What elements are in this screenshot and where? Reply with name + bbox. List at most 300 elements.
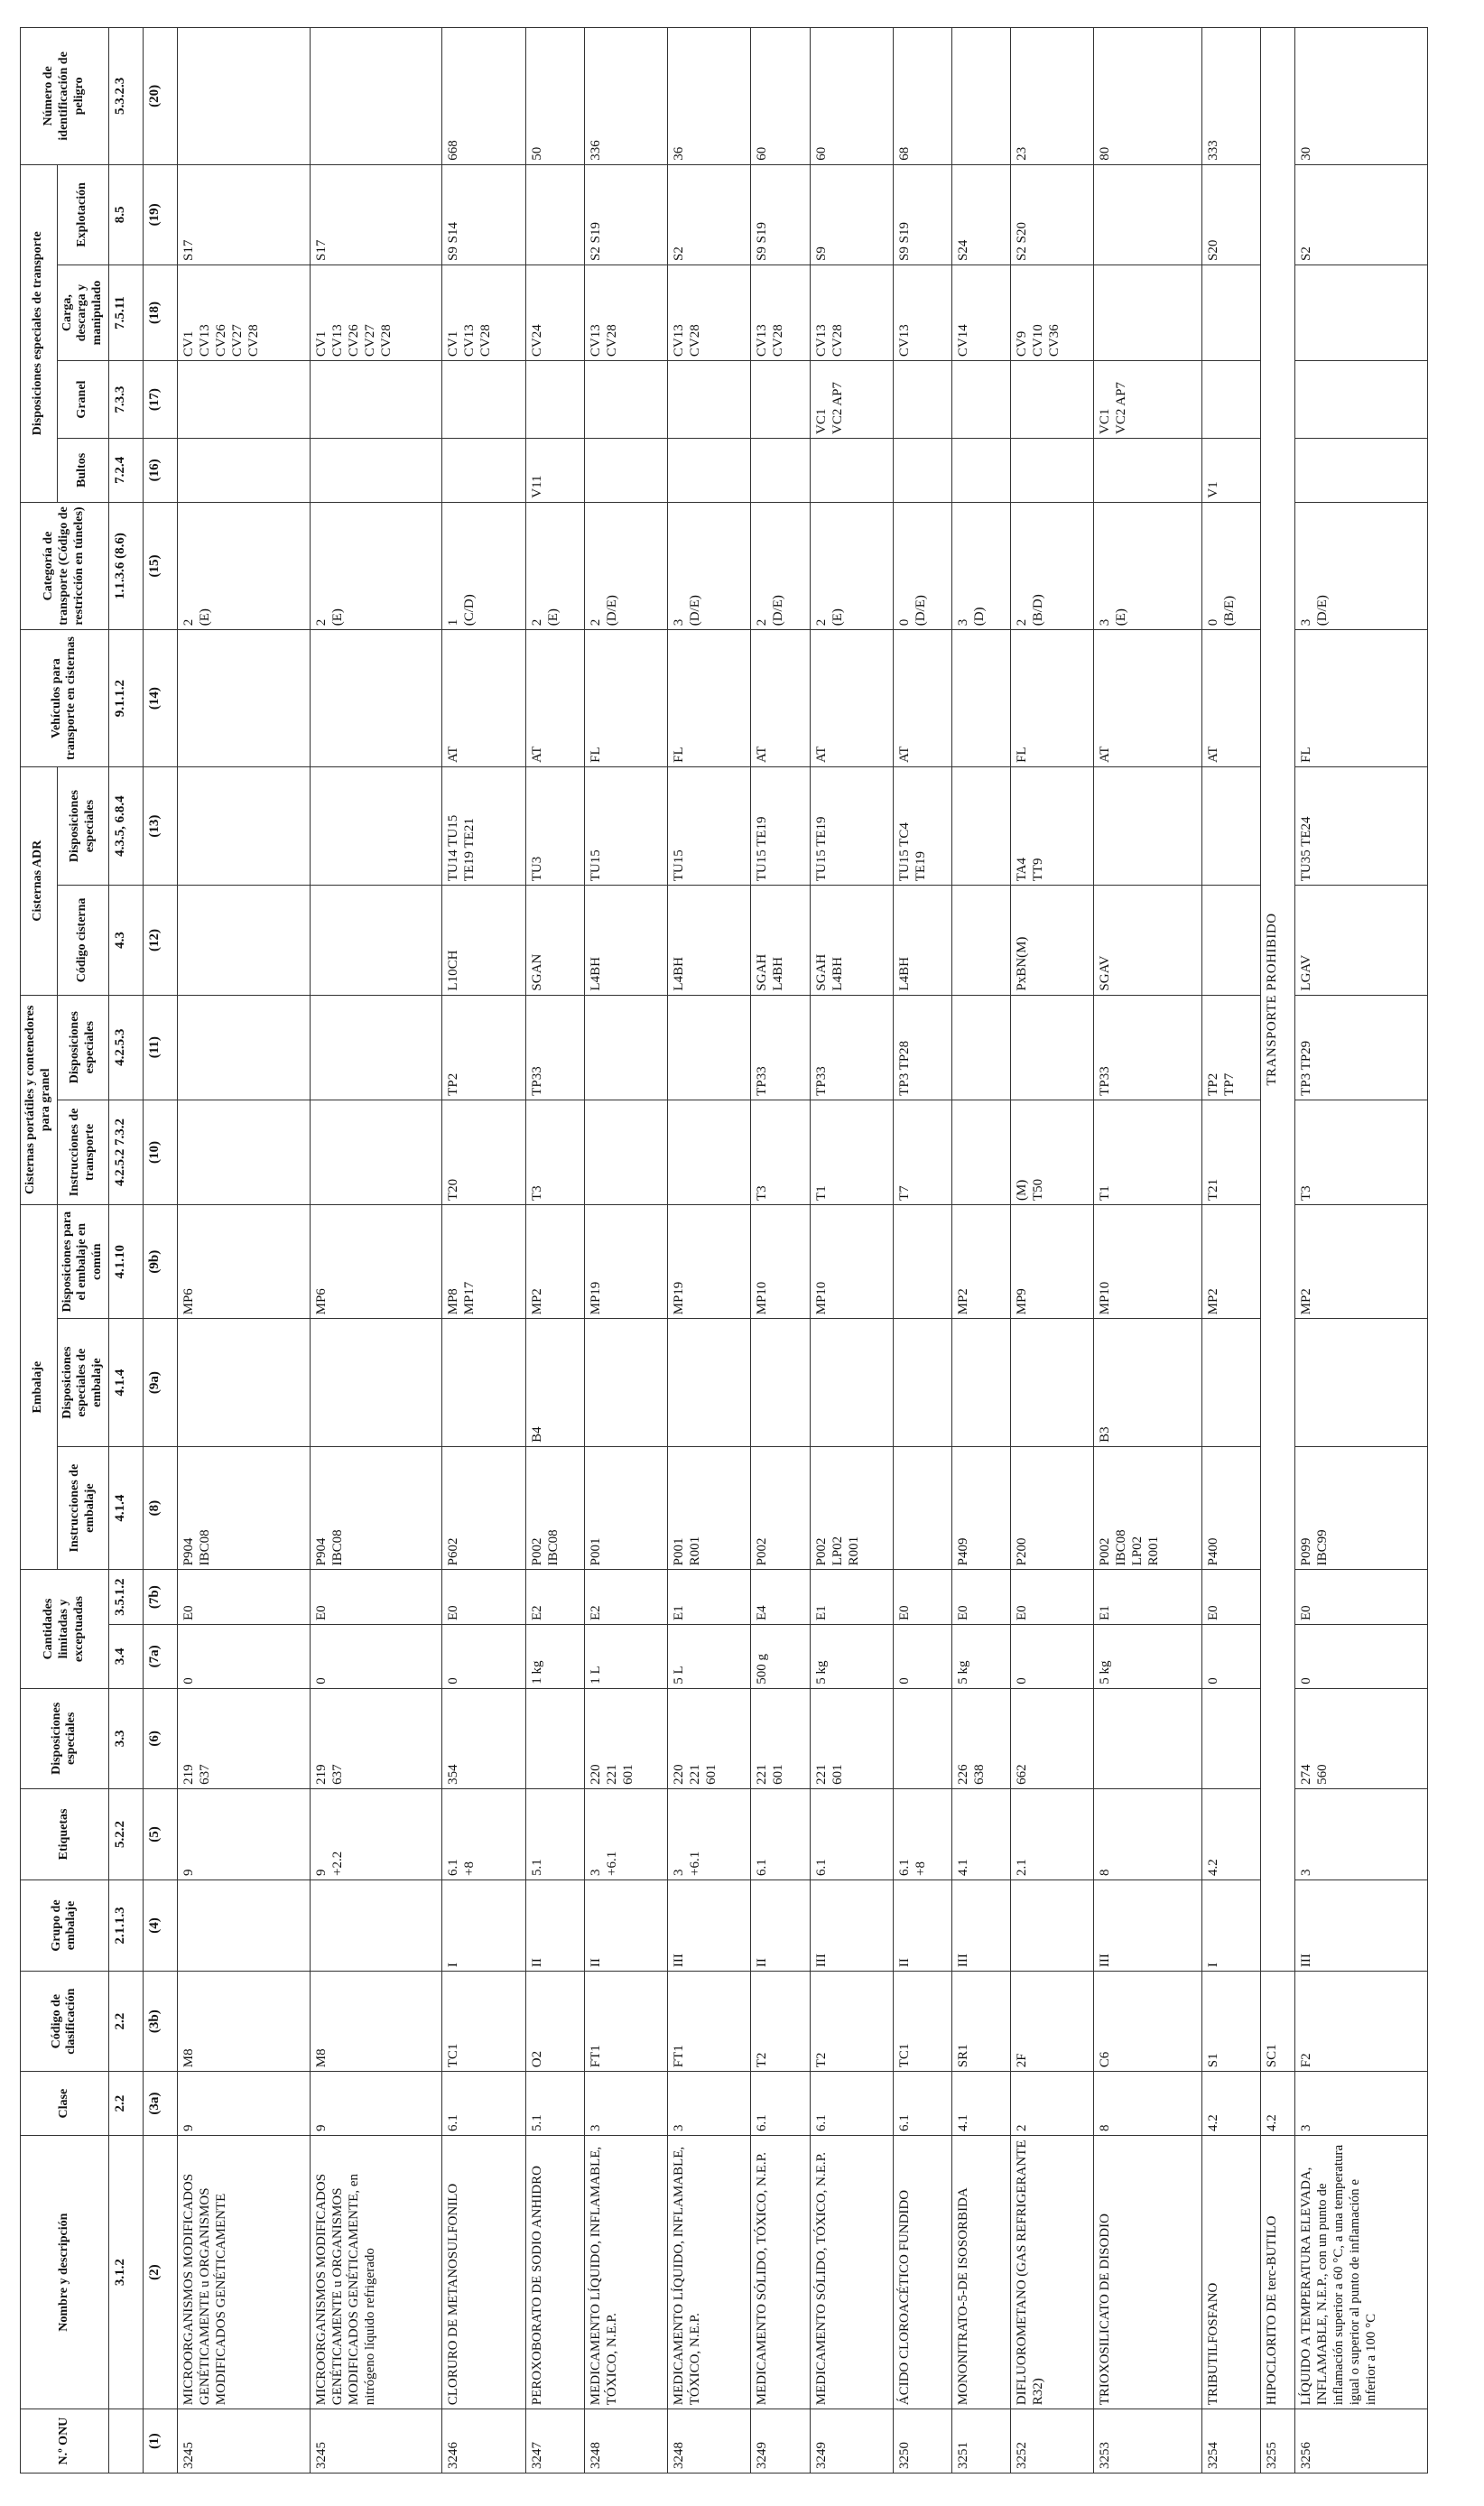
colnum-cell: (1) — [143, 2409, 177, 2474]
colnum-cell: (20) — [143, 28, 177, 165]
header-name: Nombre y descripción — [21, 2136, 109, 2409]
table-row — [584, 28, 667, 2474]
table-cell: P002 LP02 R001 — [810, 1446, 893, 1569]
table-cell: TU15 TC4 TE19 — [893, 766, 951, 885]
table-cell — [1011, 1880, 1094, 1972]
header-bultos: Bultos — [57, 439, 108, 503]
table-cell: 3 — [668, 2072, 751, 2136]
table-cell: 80 — [1094, 28, 1202, 165]
colnum-cell: (7a) — [143, 1624, 177, 1688]
table-cell: T2 — [810, 1972, 893, 2072]
table-cell: TA4 TT9 — [1011, 766, 1094, 885]
table-cell: TP33 — [525, 995, 584, 1100]
table-cell: AT — [893, 630, 951, 767]
table-cell: III — [952, 1880, 1011, 1972]
table-cell: E2 — [525, 1570, 584, 1625]
ref-cell: 4.3.5, 6.8.4 — [108, 766, 143, 885]
table-cell: TU15 — [584, 766, 667, 885]
header-pt-instructions: Instrucciones de transporte — [57, 1100, 108, 1204]
table-cell: 23 — [1011, 28, 1094, 165]
table-cell: M8 — [310, 1972, 442, 2072]
table-cell: S2 S19 — [584, 164, 667, 265]
table-cell: TU15 — [668, 766, 751, 885]
table-cell: T20 — [442, 1100, 525, 1204]
table-cell — [1011, 995, 1094, 1100]
table-cell: S9 S19 — [751, 164, 810, 265]
table-cell: 0 — [1294, 1624, 1427, 1688]
table-cell: MP2 — [525, 1205, 584, 1319]
table-cell: 3 — [1294, 2072, 1427, 2136]
table-cell: TP3 TP29 — [1294, 995, 1427, 1100]
table-cell — [1094, 164, 1202, 265]
table-cell: 0 — [1011, 1624, 1094, 1688]
header-class-code: Código de clasificación — [21, 1972, 109, 2072]
table-cell: 6.1 — [893, 2072, 951, 2136]
table-cell — [584, 1100, 667, 1204]
table-cell — [1011, 439, 1094, 503]
table-cell: I — [442, 1880, 525, 1972]
table-cell: MP8 MP17 — [442, 1205, 525, 1319]
table-cell: 30 — [1294, 28, 1427, 165]
table-cell: LGAV — [1294, 886, 1427, 995]
table-body — [108, 28, 1427, 2474]
table-cell: CV13 — [893, 265, 951, 360]
table-cell: C6 — [1094, 1972, 1202, 2072]
table-cell: 68 — [893, 28, 951, 165]
table-cell — [177, 361, 310, 439]
ref-cell: 4.3 — [108, 886, 143, 995]
table-cell: T2 — [751, 1972, 810, 2072]
header-tank-code: Código cisterna — [57, 886, 108, 995]
table-cell: AT — [1094, 630, 1202, 767]
ref-cell: 4.2.5.3 — [108, 995, 143, 1100]
ref-cell: 5.2.2 — [108, 1788, 143, 1880]
table-cell — [1294, 265, 1427, 360]
colnum-cell: (9b) — [143, 1205, 177, 1319]
table-cell: TC1 — [893, 1972, 951, 2072]
table-cell: 3249 — [810, 2409, 893, 2474]
table-row — [1261, 28, 1295, 2474]
colnum-cell: (3a) — [143, 2072, 177, 2136]
table-cell: 2 (E) — [525, 502, 584, 630]
table-cell: P409 — [952, 1446, 1011, 1569]
table-cell: O2 — [525, 1972, 584, 2072]
table-cell: FL — [668, 630, 751, 767]
table-cell: (M) T50 — [1011, 1100, 1094, 1204]
table-cell: AT — [751, 630, 810, 767]
table-cell: 4.1 — [952, 2072, 1011, 2136]
table-cell: MP2 — [952, 1205, 1011, 1319]
table-cell: FL — [1011, 630, 1094, 767]
colnum-cell: (3b) — [143, 1972, 177, 2072]
table-cell: 3 (D/E) — [1294, 502, 1427, 630]
table-cell — [1294, 361, 1427, 439]
table-cell: P602 — [442, 1446, 525, 1569]
table-cell: 3245 — [177, 2409, 310, 2474]
table-cell — [668, 361, 751, 439]
table-cell: 219 637 — [310, 1688, 442, 1788]
ref-cell: 2.2 — [108, 2072, 143, 2136]
ref-cell — [108, 2409, 143, 2474]
table-row — [893, 28, 951, 2474]
header-un-no: N.º ONU — [21, 2409, 109, 2474]
table-cell: E0 — [177, 1570, 310, 1625]
table-cell — [1202, 886, 1261, 995]
table-cell: TU3 — [525, 766, 584, 885]
table-cell: TRIBUTILFOSFANO — [1202, 2136, 1261, 2409]
table-cell: MP9 — [1011, 1205, 1094, 1319]
table-cell: II — [584, 1880, 667, 1972]
table-cell: 2 — [1011, 2072, 1094, 2136]
table-cell: 0 — [893, 1624, 951, 1688]
table-cell: MICROORGANISMOS MODIFICADOS GENÉTICAMENTE u ORGANISMOS MODIFICADOS GENÉTICAMENTE — [177, 2136, 310, 2409]
ref-cell: 9.1.1.2 — [108, 630, 143, 767]
table-cell — [310, 439, 442, 503]
header-mixed-packing: Disposiciones para el embalaje en común — [57, 1205, 108, 1319]
table-cell: L4BH — [584, 886, 667, 995]
header-transport-category: Categoría de transporte (Código de restricción en túneles) — [21, 502, 109, 630]
table-cell: 5 L — [668, 1624, 751, 1688]
table-cell: L4BH — [668, 886, 751, 995]
ref-cell: 7.2.4 — [108, 439, 143, 503]
header-hazard-id: Número de identificación de peligro — [21, 28, 109, 165]
table-cell: S2 — [668, 164, 751, 265]
table-cell: CLORURO DE METANOSULFONILO — [442, 2136, 525, 2409]
table-cell: E0 — [1011, 1570, 1094, 1625]
table-cell: P002 — [751, 1446, 810, 1569]
table-cell: 0 — [442, 1624, 525, 1688]
table-cell: TP33 — [1094, 995, 1202, 1100]
table-cell: VC1 VC2 AP7 — [1094, 361, 1202, 439]
table-cell: E1 — [810, 1570, 893, 1625]
table-cell — [893, 1446, 951, 1569]
ref-cell: 4.2.5.2 7.3.2 — [108, 1100, 143, 1204]
table-cell: TC1 — [442, 1972, 525, 2072]
header-packing-instructions: Instrucciones de embalaje — [57, 1446, 108, 1569]
table-cell — [310, 1100, 442, 1204]
table-cell: 4.2 — [1261, 2072, 1295, 2136]
table-cell: 3 +6.1 — [668, 1788, 751, 1880]
table-cell — [1202, 1319, 1261, 1447]
colnum-cell: (10) — [143, 1100, 177, 1204]
table-cell: CV13 CV28 — [751, 265, 810, 360]
table-row — [751, 28, 810, 2474]
table-cell: P002 IBC08 — [525, 1446, 584, 1569]
table-cell: FT1 — [668, 1972, 751, 2072]
table-cell: 336 — [584, 28, 667, 165]
table-cell: 5.1 — [525, 2072, 584, 2136]
table-cell: L10CH — [442, 886, 525, 995]
ref-cell: 5.3.2.3 — [108, 28, 143, 165]
table-cell — [525, 361, 584, 439]
table-cell: III — [1094, 1880, 1202, 1972]
table-cell: 0 — [1202, 1624, 1261, 1688]
table-row — [1094, 28, 1202, 2474]
colnum-cell: (11) — [143, 995, 177, 1100]
table-cell: 3245 — [310, 2409, 442, 2474]
table-cell — [310, 1880, 442, 1972]
colnum-cell: (2) — [143, 2136, 177, 2409]
header-row-1 — [21, 28, 58, 2474]
table-cell: 274 560 — [1294, 1688, 1427, 1788]
table-cell: 60 — [751, 28, 810, 165]
table-cell: AT — [442, 630, 525, 767]
table-cell — [952, 439, 1011, 503]
table-cell: TU15 TE19 — [751, 766, 810, 885]
table-cell: V11 — [525, 439, 584, 503]
table-cell: SGAV — [1094, 886, 1202, 995]
table-cell — [668, 995, 751, 1100]
table-cell: CV24 — [525, 265, 584, 360]
ref-cell: 4.1.4 — [108, 1446, 143, 1569]
table-cell — [177, 1880, 310, 1972]
table-cell: 3246 — [442, 2409, 525, 2474]
table-cell: 6.1 — [810, 1788, 893, 1880]
table-cell — [525, 1688, 584, 1788]
table-cell — [810, 1319, 893, 1447]
table-cell: TP33 — [810, 995, 893, 1100]
table-cell — [751, 1319, 810, 1447]
ref-cell: 4.1.4 — [108, 1319, 143, 1447]
ref-cell: 8.5 — [108, 164, 143, 265]
table-cell — [1294, 439, 1427, 503]
table-cell: B4 — [525, 1319, 584, 1447]
table-cell: 3 (E) — [1094, 502, 1202, 630]
table-cell: 3252 — [1011, 2409, 1094, 2474]
table-cell: 4.2 — [1202, 1788, 1261, 1880]
table-cell — [952, 1319, 1011, 1447]
table-cell — [1094, 265, 1202, 360]
table-cell — [952, 1100, 1011, 1204]
table-cell: 60 — [810, 28, 893, 165]
table-cell: 3 (D) — [952, 502, 1011, 630]
table-cell — [310, 361, 442, 439]
table-row — [668, 28, 751, 2474]
adr-dangerous-goods-table — [20, 27, 1428, 2474]
table-cell: MP2 — [1202, 1205, 1261, 1319]
table-row — [1294, 28, 1427, 2474]
table-cell: MP10 — [1094, 1205, 1202, 1319]
table-cell: 3250 — [893, 2409, 951, 2474]
table-cell: M8 — [177, 1972, 310, 2072]
table-cell: 1 (C/D) — [442, 502, 525, 630]
header-special-packing: Disposiciones especiales de embalaje — [57, 1319, 108, 1447]
table-cell — [668, 1100, 751, 1204]
table-cell: 0 (D/E) — [893, 502, 951, 630]
colnum-cell: (16) — [143, 439, 177, 503]
table-row — [310, 28, 442, 2474]
table-cell: MP10 — [751, 1205, 810, 1319]
table-cell — [1202, 361, 1261, 439]
table-cell: S20 — [1202, 164, 1261, 265]
table-cell — [1094, 439, 1202, 503]
table-cell: MICROORGANISMOS MODIFICADOS GENÉTICAMENTE u ORGANISMOS MODIFICADOS GENÉTICAMENTE, en nitrógeno líquido refrigerado — [310, 2136, 442, 2409]
colnum-cell: (12) — [143, 886, 177, 995]
table-cell: PEROXOBORATO DE SODIO ANHIDRO — [525, 2136, 584, 2409]
table-cell: 8 — [1094, 2072, 1202, 2136]
table-row — [525, 28, 584, 2474]
table-cell: 668 — [442, 28, 525, 165]
ref-cell: 2.1.1.3 — [108, 1880, 143, 1972]
header-pt-special: Disposiciones especiales — [57, 995, 108, 1100]
table-cell: P001 — [584, 1446, 667, 1569]
table-cell — [525, 164, 584, 265]
table-cell: 3251 — [952, 2409, 1011, 2474]
table-cell: 0 — [177, 1624, 310, 1688]
table-cell: 9 — [177, 2072, 310, 2136]
table-cell: CV1 CV13 CV26 CV27 CV28 — [177, 265, 310, 360]
table-cell: 219 637 — [177, 1688, 310, 1788]
table-cell: S17 — [310, 164, 442, 265]
table-cell: E0 — [952, 1570, 1011, 1625]
ref-cell: 2.2 — [108, 1972, 143, 2072]
table-cell: 2 (D/E) — [584, 502, 667, 630]
table-cell: E2 — [584, 1570, 667, 1625]
table-cell — [952, 995, 1011, 1100]
table-cell: CV13 CV28 — [584, 265, 667, 360]
table-cell — [177, 439, 310, 503]
table-cell: 3255 — [1261, 2409, 1295, 2474]
header-explotacion: Explotación — [57, 164, 108, 265]
table-cell — [893, 1688, 951, 1788]
table-cell — [177, 766, 310, 885]
table-cell: FL — [584, 630, 667, 767]
colnum-cell: (5) — [143, 1788, 177, 1880]
table-cell: 2 (D/E) — [751, 502, 810, 630]
table-cell: SC1 — [1261, 1972, 1295, 2072]
table-cell: MP19 — [668, 1205, 751, 1319]
table-cell: CV1 CV13 CV26 CV27 CV28 — [310, 265, 442, 360]
table-cell — [310, 766, 442, 885]
table-cell — [310, 995, 442, 1100]
table-cell: P002 IBC08 LP02 R001 — [1094, 1446, 1202, 1569]
ref-cell: 7.5.11 — [108, 265, 143, 360]
table-cell: 220 221 601 — [584, 1688, 667, 1788]
colnum-cell: (6) — [143, 1688, 177, 1788]
table-cell: P099 IBC99 — [1294, 1446, 1427, 1569]
header-limited-quantities: Cantidades limitadas y exceptuadas — [21, 1570, 109, 1688]
table-cell — [584, 361, 667, 439]
table-cell: 1 L — [584, 1624, 667, 1688]
table-cell: TU14 TU15 TE19 TE21 — [442, 766, 525, 885]
table-cell: E0 — [893, 1570, 951, 1625]
colnum-cell: (15) — [143, 502, 177, 630]
table-cell: T1 — [810, 1100, 893, 1204]
table-cell: 3256 — [1294, 2409, 1427, 2474]
table-cell: HIPOCLORITO DE terc-BUTILO — [1261, 2136, 1295, 2409]
table-cell: VC1 VC2 AP7 — [810, 361, 893, 439]
table-cell: L4BH — [893, 886, 951, 995]
table-cell — [668, 439, 751, 503]
colnum-cell: (17) — [143, 361, 177, 439]
table-cell: CV13 CV28 — [810, 265, 893, 360]
table-cell: T3 — [751, 1100, 810, 1204]
table-cell: MP6 — [177, 1205, 310, 1319]
table-cell — [1011, 1319, 1094, 1447]
table-cell: 0 (B/E) — [1202, 502, 1261, 630]
header-carga: Carga, descarga y manipulado — [57, 265, 108, 360]
table-cell — [177, 995, 310, 1100]
table-cell: S2 S20 — [1011, 164, 1094, 265]
table-cell: 3247 — [525, 2409, 584, 2474]
table-cell — [751, 361, 810, 439]
table-row — [810, 28, 893, 2474]
table-cell: TP33 — [751, 995, 810, 1100]
colnum-cell: (13) — [143, 766, 177, 885]
table-cell — [177, 1100, 310, 1204]
table-cell: 50 — [525, 28, 584, 165]
colnum-cell: (9a) — [143, 1319, 177, 1447]
table-cell: 3253 — [1094, 2409, 1202, 2474]
table-cell: MEDICAMENTO LÍQUIDO, INFLAMABLE, TÓXICO, N.E.P. — [584, 2136, 667, 2409]
table-cell — [751, 439, 810, 503]
table-cell: S17 — [177, 164, 310, 265]
table-cell — [442, 439, 525, 503]
table-cell: 3 (D/E) — [668, 502, 751, 630]
table-cell — [1202, 1688, 1261, 1788]
table-cell: V1 — [1202, 439, 1261, 503]
header-labels: Etiquetas — [21, 1788, 109, 1880]
table-cell: 3 — [1294, 1788, 1427, 1880]
colnum-cell: (19) — [143, 164, 177, 265]
table-cell — [177, 630, 310, 767]
table-cell: 3248 — [668, 2409, 751, 2474]
table-cell: 5 kg — [1094, 1624, 1202, 1688]
table-cell: 6.1 — [751, 1788, 810, 1880]
table-cell: S9 S14 — [442, 164, 525, 265]
table-cell: 5 kg — [810, 1624, 893, 1688]
table-cell — [177, 28, 310, 165]
table-cell: 3248 — [584, 2409, 667, 2474]
table-cell: CV13 CV28 — [668, 265, 751, 360]
table-cell: MP2 — [1294, 1205, 1427, 1319]
table-cell: MEDICAMENTO LÍQUIDO, INFLAMABLE, TÓXICO, N.E.P. — [668, 2136, 751, 2409]
colnum-cell: (4) — [143, 1880, 177, 1972]
table-cell: P200 — [1011, 1446, 1094, 1569]
table-cell: 4.1 — [952, 1788, 1011, 1880]
table-cell: P001 R001 — [668, 1446, 751, 1569]
table-cell — [1202, 265, 1261, 360]
table-cell: 6.1 +8 — [893, 1788, 951, 1880]
table-cell: SGAH L4BH — [810, 886, 893, 995]
table-cell — [952, 886, 1011, 995]
table-cell: S9 — [810, 164, 893, 265]
table-cell — [584, 439, 667, 503]
ref-cell: 1.1.3.6 (8.6) — [108, 502, 143, 630]
table-cell — [893, 361, 951, 439]
table-cell: B3 — [1094, 1319, 1202, 1447]
table-cell: 2 (E) — [310, 502, 442, 630]
table-cell: TP3 TP28 — [893, 995, 951, 1100]
table-cell: 3249 — [751, 2409, 810, 2474]
table-cell — [442, 1319, 525, 1447]
ref-cell: 3.1.2 — [108, 2136, 143, 2409]
table-cell — [1011, 361, 1094, 439]
ref-cell: 3.3 — [108, 1688, 143, 1788]
table-cell: T3 — [525, 1100, 584, 1204]
table-cell — [310, 886, 442, 995]
table-cell: E1 — [668, 1570, 751, 1625]
table-cell: MP19 — [584, 1205, 667, 1319]
table-cell: FL — [1294, 630, 1427, 767]
table-cell: CV14 — [952, 265, 1011, 360]
table-cell: 9 +2.2 — [310, 1788, 442, 1880]
colnum-cell: (7b) — [143, 1570, 177, 1625]
table-cell: III — [1294, 1880, 1427, 1972]
table-cell: T21 — [1202, 1100, 1261, 1204]
table-cell: LÍQUIDO A TEMPERATURA ELEVADA, INFLAMABLE, N.E.P., con un punto de inflamación superior a 60 °C, a una temperatura igual o superior al punto de inflamación e inferior a 100 °C — [1294, 2136, 1427, 2409]
table-cell: 1 kg — [525, 1624, 584, 1688]
